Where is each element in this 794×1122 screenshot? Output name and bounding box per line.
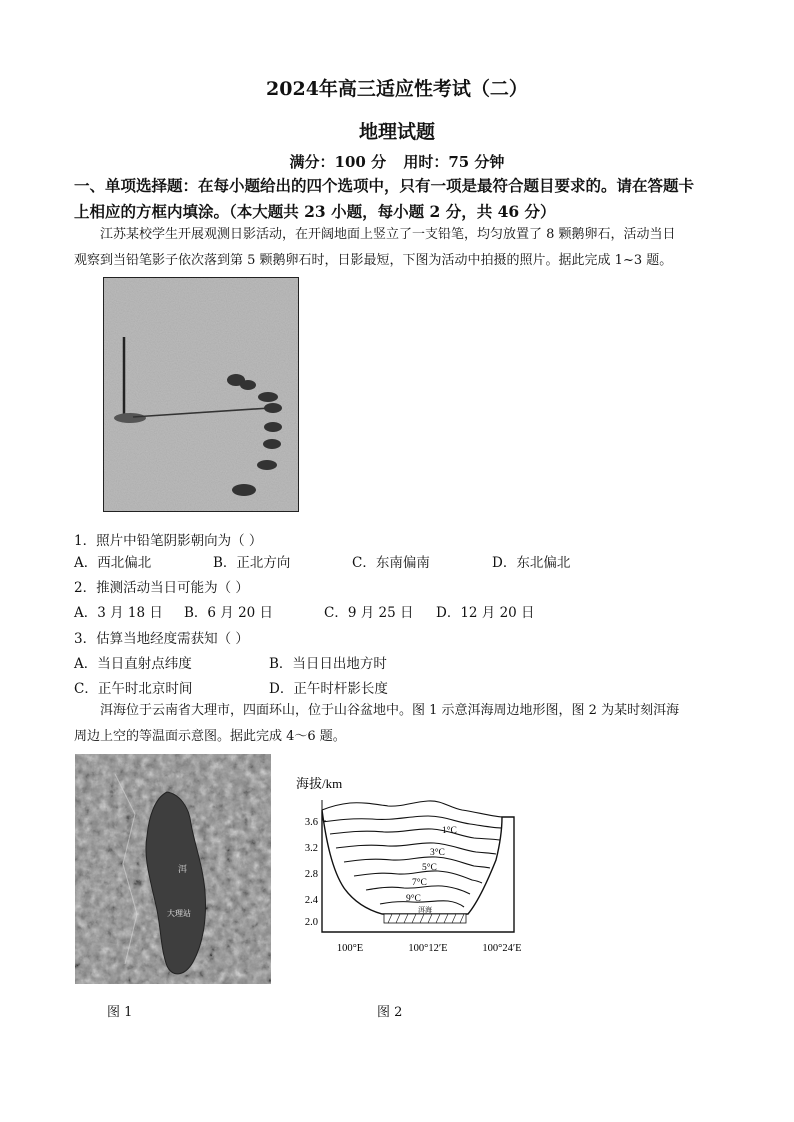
question-1-options — [74, 551, 714, 573]
pebble — [263, 439, 281, 449]
isotherm-label: 1°C — [442, 826, 457, 836]
q1-option-c[interactable]: C．东南偏南 — [352, 555, 430, 571]
question-1-stem: 1．照片中铅笔阴影朝向为（ ） — [74, 533, 263, 549]
duration: 用时：75 分钟 — [403, 153, 505, 171]
y-tick: 2.4 — [304, 895, 318, 906]
question-2-options — [74, 601, 714, 623]
q2-option-c[interactable]: C．9 月 25 日 — [324, 605, 414, 621]
q1-option-d[interactable]: D．东北偏北 — [492, 555, 571, 571]
figure-2-svg — [292, 770, 532, 965]
city-label: 大理站 — [167, 909, 191, 918]
q2-option-b[interactable]: B．6 月 20 日 — [184, 605, 274, 621]
section-heading — [74, 173, 734, 225]
isotherm-line — [322, 816, 502, 828]
pebble — [264, 422, 282, 432]
y-axis-title: 海拔/km — [296, 776, 343, 791]
passage-2-line2: 周边上空的等温面示意图。据此完成 4～6 题。 — [74, 729, 346, 744]
passage-1-line1: 江苏某校学生开展观测日影活动，在开阔地面上竖立了一支铅笔，均匀放置了 8 颗鹅卵石，活动当日 — [100, 227, 676, 242]
figure-2-chart — [292, 770, 532, 965]
question-3-options-row1 — [74, 652, 714, 674]
isotherm-label: 3°C — [430, 848, 445, 858]
q3-option-a[interactable]: A．当日直射点纬度 — [74, 656, 192, 672]
q3-option-d[interactable]: D．正午时杆影长度 — [269, 681, 388, 697]
full-marks: 满分：100 分 — [289, 153, 387, 171]
pebble — [264, 403, 282, 413]
pencil-base — [114, 413, 146, 423]
figure-1-caption: 图 1 — [107, 1005, 133, 1020]
section-heading-line1: 一、单项选择题：在每小题给出的四个选项中，只有一项是最符合题目要求的。请在答题卡 — [74, 176, 695, 195]
isotherm-label: 9°C — [406, 894, 421, 904]
score-line — [0, 151, 794, 172]
isotherm-line — [344, 857, 490, 868]
section-heading-line2: 上相应的方框内填涂。（本大题共 23 小题，每小题 2 分，共 46 分） — [74, 202, 556, 221]
q1-option-a[interactable]: A．西北偏北 — [74, 555, 152, 571]
pebble — [257, 460, 277, 470]
x-tick: 100°24′E — [482, 943, 522, 954]
y-tick: 3.6 — [304, 817, 318, 828]
question-3-stem: 3．估算当地经度需获知（ ） — [74, 631, 249, 647]
lake-label: 洱海 — [418, 906, 432, 914]
sundial-photo-svg — [103, 277, 299, 512]
isotherm-line — [336, 843, 496, 854]
pebble — [258, 392, 278, 402]
y-tick: 3.2 — [304, 843, 318, 854]
y-tick: 2.0 — [304, 917, 318, 928]
question-2-stem: 2．推测活动当日可能为（ ） — [74, 580, 249, 596]
passage-2 — [74, 698, 724, 750]
isotherm-line — [330, 829, 500, 840]
q2-option-d[interactable]: D．12 月 20 日 — [436, 605, 535, 621]
sundial-photo — [103, 277, 299, 512]
isotherm-label: 7°C — [412, 878, 427, 888]
q2-option-a[interactable]: A．3 月 18 日 — [74, 605, 163, 621]
figure-1-map — [75, 754, 271, 984]
isotherm-label: 5°C — [422, 863, 437, 873]
subject-title: 地理试题 — [358, 121, 435, 143]
passage-1 — [74, 222, 724, 274]
exam-title: 2024年高三适应性考试（二） — [266, 78, 528, 100]
y-tick: 2.8 — [304, 869, 318, 880]
q3-option-b[interactable]: B．当日日出地方时 — [269, 656, 387, 672]
isotherm-line — [322, 801, 502, 817]
q3-option-c[interactable]: C．正午时北京时间 — [74, 681, 193, 697]
x-tick: 100°E — [336, 943, 364, 954]
q1-option-b[interactable]: B．正北方向 — [213, 555, 291, 571]
figure-1-svg — [75, 754, 271, 984]
lake-label: 洱 — [178, 864, 188, 874]
passage-2-line1: 洱海位于云南省大理市，四面环山，位于山谷盆地中。图 1 示意洱海周边地形图，图 2 为某时刻洱海 — [100, 703, 680, 718]
pebble — [232, 484, 256, 496]
x-tick: 100°12′E — [408, 943, 448, 954]
passage-1-line2: 观察到当铅笔影子依次落到第 5 颗鹅卵石时，日影最短，下图为活动中拍摄的照片。据此完成 1~3 题。 — [74, 253, 673, 268]
question-3-options-row2 — [74, 677, 714, 699]
pebble — [240, 380, 256, 390]
figure-2-caption: 图 2 — [377, 1005, 403, 1020]
